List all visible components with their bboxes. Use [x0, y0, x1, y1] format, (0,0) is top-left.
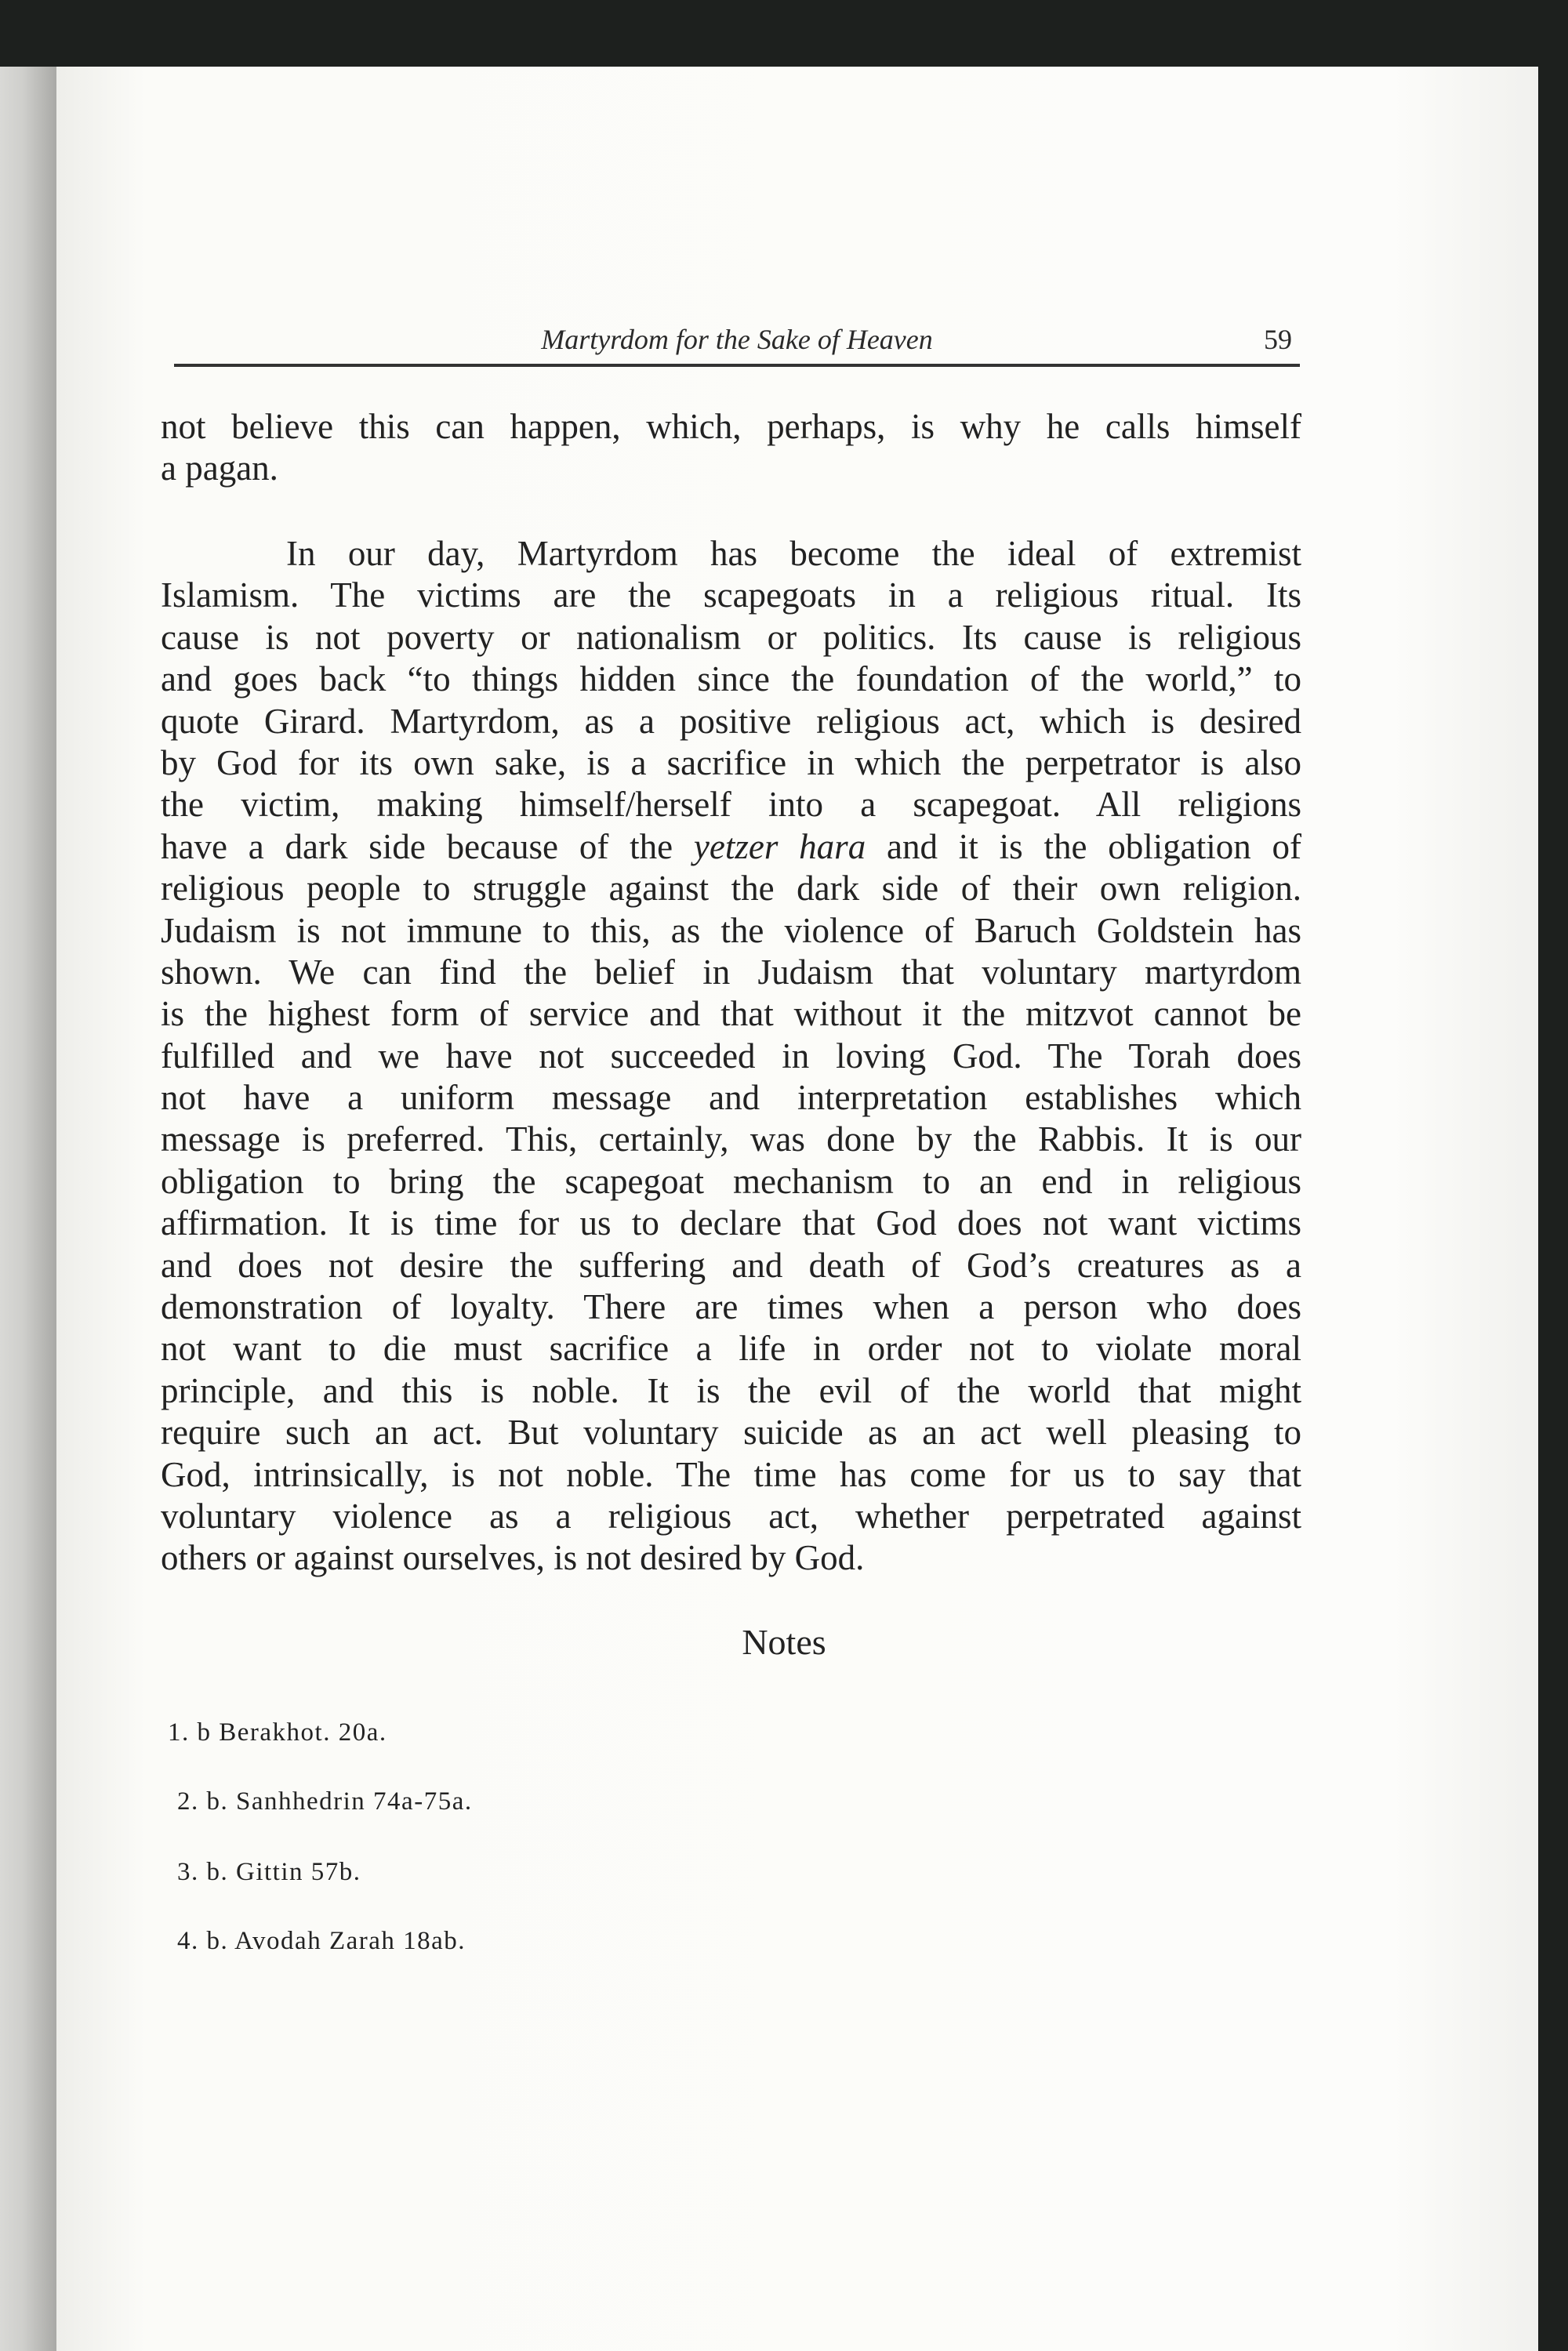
text-line: God, intrinsically, is not noble. The time has come for us to say that: [161, 1454, 1301, 1494]
text-line: In our day, Martyrdom has become the ideal of extremist: [286, 534, 1301, 573]
text-line: a pagan.: [161, 448, 278, 488]
text-line: require such an act. But voluntary suicide as an act well pleasing to: [161, 1413, 1301, 1453]
text-line: obligation to bring the scapegoat mechanism to an end in religious: [161, 1161, 1301, 1201]
text-line: and does not desire the suffering and death of God’s creatures as a: [161, 1245, 1301, 1285]
text-line: demonstration of loyalty. There are times when a person who does: [161, 1287, 1301, 1327]
text-line: not want to die must sacrifice a life in order not to violate moral: [161, 1329, 1301, 1369]
text-line: affirmation. It is time for us to declare that God does not want victims: [161, 1203, 1301, 1243]
text-line: Judaism is not immune to this, as the violence of Baruch Goldstein has: [161, 910, 1301, 950]
text-line: fulfilled and we have not succeeded in loving God. The Torah does: [161, 1036, 1301, 1076]
note-item: 1. b Berakhot. 20a.: [168, 1718, 387, 1747]
text-line: is the highest form of service and that without it the mitzvot cannot be: [161, 994, 1301, 1034]
text-segment: and it is the obligation of: [866, 826, 1302, 866]
text-line: by God for its own sake, is a sacrifice in which the perpetrator is also: [161, 742, 1301, 782]
notes-heading: Notes: [742, 1622, 826, 1662]
text-line: and goes back “to things hidden since the foundation of the world,” to: [161, 659, 1301, 699]
text-line: message is preferred. This, certainly, was done by the Rabbis. It is our: [161, 1119, 1301, 1159]
note-item: 4. b. Avodah Zarah 18ab.: [177, 1927, 466, 1955]
text-line: others or against ourselves, is not desired by God.: [161, 1538, 865, 1578]
text-line: principle, and this is noble. It is the evil of the world that might: [161, 1370, 1301, 1410]
running-header: [174, 323, 1300, 367]
text-line: shown. We can find the belief in Judaism that voluntary martyrdom: [161, 952, 1301, 992]
text-line: not believe this can happen, which, perhaps, is why he calls himself: [161, 407, 1301, 446]
text-segment: have a dark side because of the: [161, 826, 694, 866]
running-title: Martyrdom for the Sake of Heaven: [541, 324, 933, 355]
note-item: 2. b. Sanhhedrin 74a-75a.: [177, 1787, 473, 1816]
text-line: religious people to struggle against the dark side of their own religion.: [161, 869, 1301, 909]
text-line: the victim, making himself/herself into a scapegoat. All religions: [161, 785, 1301, 825]
page-number: 59: [1264, 324, 1292, 355]
text-line: [161, 826, 1301, 868]
paragraph-2: [161, 533, 1301, 1580]
note-item: 3. b. Gittin 57b.: [177, 1858, 361, 1886]
text-line: Islamism. The victims are the scapegoats in a religious ritual. Its: [161, 575, 1301, 615]
text-line: cause is not poverty or nationalism or politics. Its cause is religious: [161, 617, 1301, 657]
facing-page-edge: [0, 67, 56, 2351]
paragraph-1: [161, 406, 1301, 490]
text-line: not have a uniform message and interpretation establishes which: [161, 1078, 1301, 1118]
italic-term: yetzer hara: [693, 826, 866, 866]
text-line: quote Girard. Martyrdom, as a positive religious act, which is desired: [161, 701, 1301, 741]
text-line: voluntary violence as a religious act, whether perpetrated against: [161, 1496, 1301, 1536]
